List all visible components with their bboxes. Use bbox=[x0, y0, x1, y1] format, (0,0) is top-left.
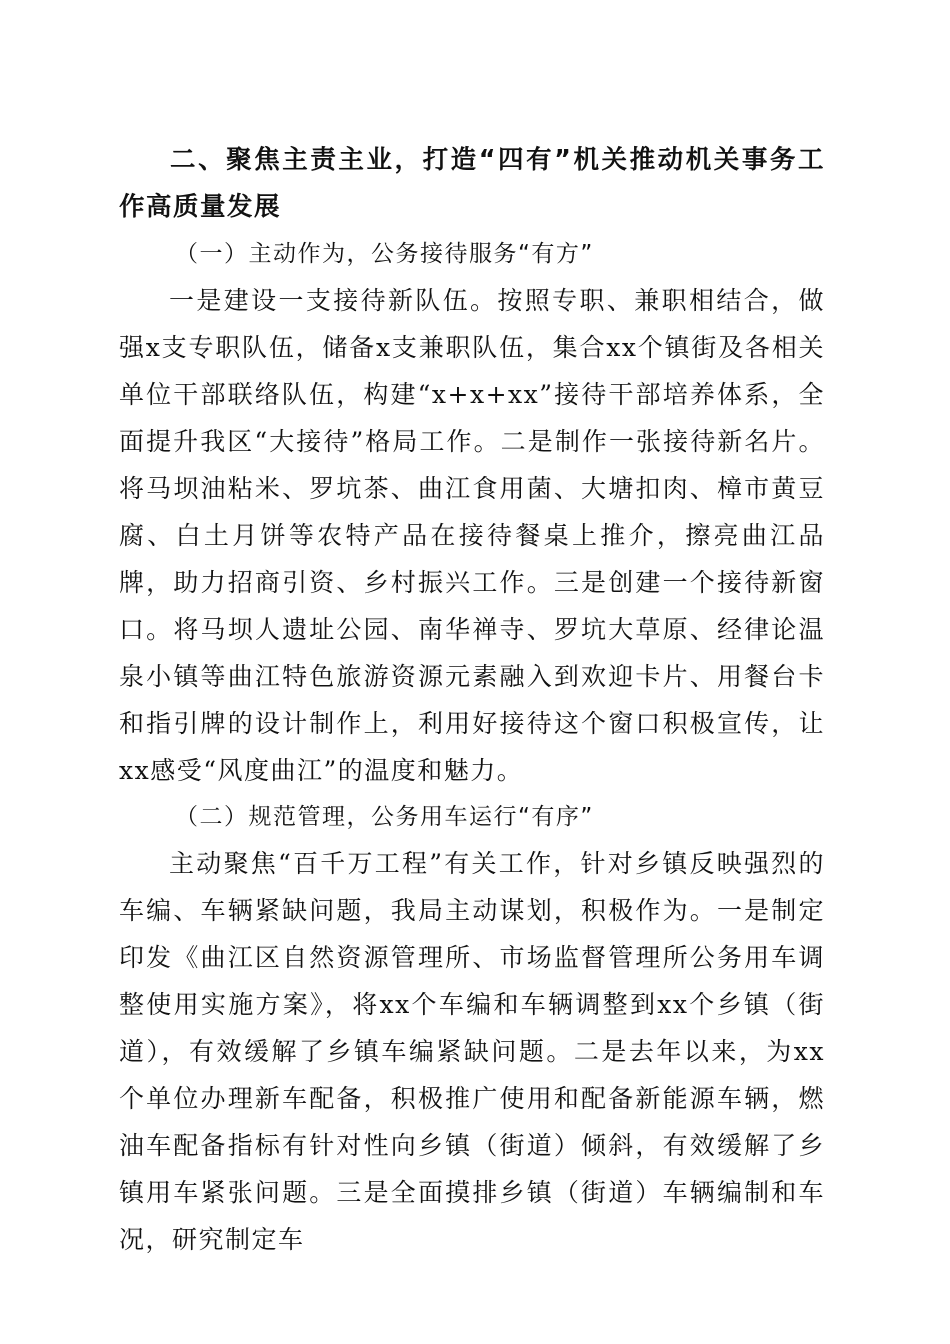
subsection-title-2: （二）规范管理，公务用车运行“有序” bbox=[175, 804, 594, 830]
document-body bbox=[119, 137, 825, 1263]
subsection-title-1: （一）主动作为，公务接待服务“有方” bbox=[175, 241, 594, 267]
section-heading: 二、聚焦主责主业，打造“四有”机关推动机关事务工作高质量发展 bbox=[119, 145, 825, 222]
paragraph-2: 主动聚焦“百千万工程”有关工作，针对乡镇反映强烈的车编、车辆紧缺问题，我局主动谋划，积极作为。一是制定印发《曲江区自然资源管理所、市场监督管理所公务用车调整使用实施方案》，将xx个车编和车辆调整到xx个乡镇（街道），有效缓解了乡镇车编紧缺问题。二是去年以来，为xx个单位办理新车配备，积极推广使用和配备新能源车辆，燃油车配备指标有针对性向乡镇（街道）倾斜，有效缓解了乡镇用车紧张问题。三是全面摸排乡镇（街道）车辆编制和车况，研究制定车 bbox=[119, 849, 825, 1254]
paragraph-1: 一是建设一支接待新队伍。按照专职、兼职相结合，做强x支专职队伍，储备x支兼职队伍，集合xx个镇街及各相关单位干部联络队伍，构建“x+x+xx”接待干部培养体系，全面提升我区“大接待”格局工作。二是制作一张接待新名片。将马坝油粘米、罗坑茶、曲江食用菌、大塘扣肉、樟市黄豆腐、白土月饼等农特产品在接待餐桌上推介，擦亮曲江品牌，助力招商引资、乡村振兴工作。三是创建一个接待新窗口。将马坝人遗址公园、南华禅寺、罗坑大草原、经律论温泉小镇等曲江特色旅游资源元素融入到欢迎卡片、用餐台卡和指引牌的设计制作上，利用好接待这个窗口积极宣传，让xx感受“风度曲江”的温度和魅力。 bbox=[119, 286, 825, 785]
